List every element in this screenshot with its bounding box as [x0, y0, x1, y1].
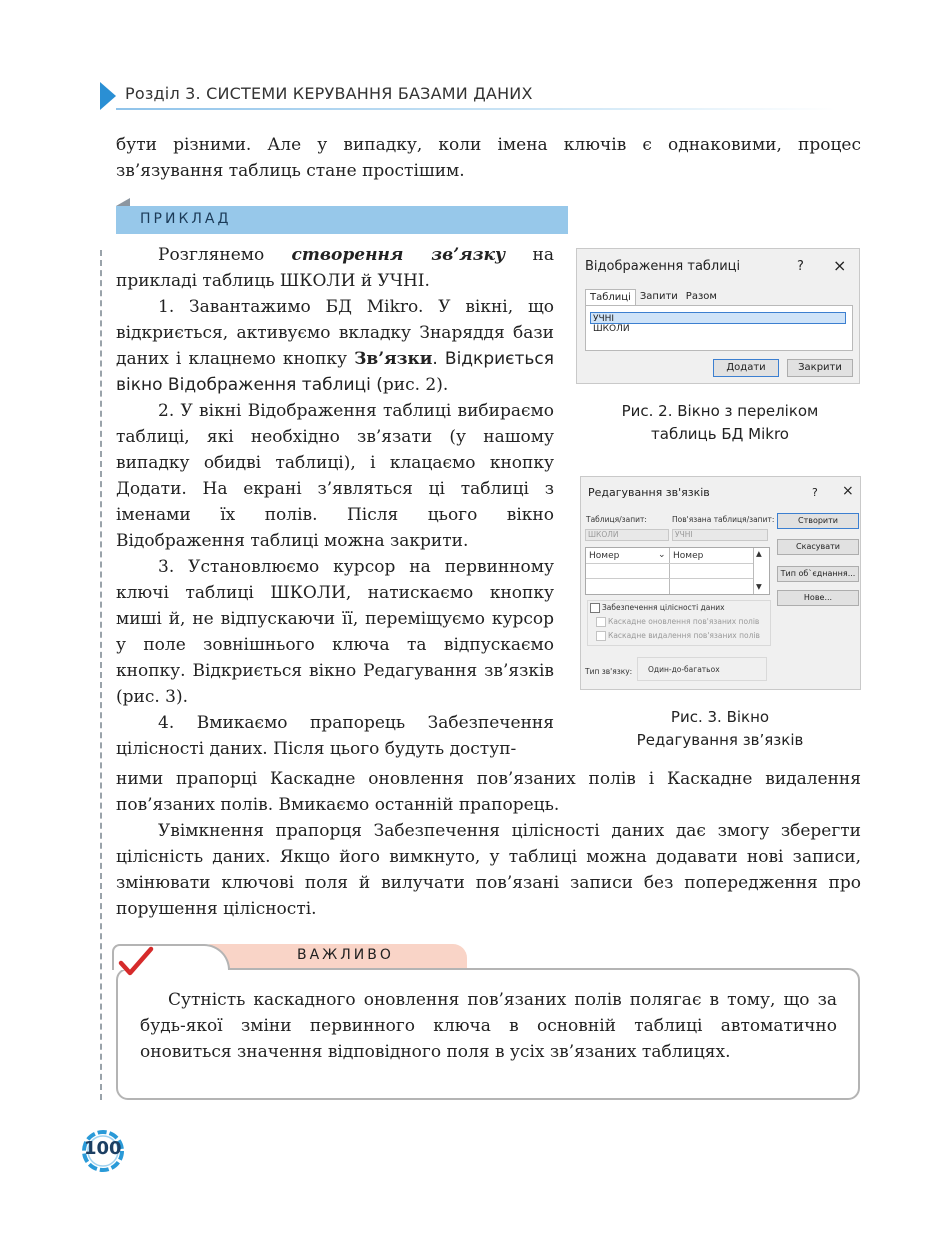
chapter-marker-icon [100, 82, 116, 110]
checkbox-icon [596, 617, 606, 627]
figure-2-caption: Рис. 2. Вікно з переліком таблиць БД Mikro [621, 402, 819, 443]
close-icon[interactable]: × [833, 256, 847, 275]
chapter-header [125, 84, 533, 103]
table-list [585, 305, 853, 351]
example-paragraph-6: Увімкнення прапорця Забезпечення цілісності даних дає змогу зберегти цілісність даних. Якщо його вимкнуто, у таблиці можна додавати нові записи, змінювати ключові поля й вилучати пов’язані записи без попередження про порушення цілісності. [116, 821, 861, 919]
list-item-selected[interactable]: УЧНІ [590, 312, 846, 324]
related-table-label: Пов'язана таблиця/запит: [672, 515, 775, 524]
field-left[interactable]: Номер [589, 551, 620, 561]
close-icon[interactable]: × [842, 483, 854, 499]
integrity-group [587, 600, 771, 646]
cascade-update-checkbox[interactable]: Каскадне оновлення пов'язаних полів [596, 617, 759, 627]
create-button[interactable]: Створити [777, 513, 859, 529]
close-button[interactable]: Закрити [787, 359, 853, 377]
important-label: ВАЖЛИВО [297, 947, 394, 963]
tab-queries[interactable]: Запити [639, 291, 678, 302]
example-paragraph-3: 2. У вікні Відображення таблиці вибираємо таблиці, які необхідно зв’язати (у нашому випадку обидві таблиці), і клацаємо кнопку Додати. На екрані з’являться ці таблиці з іменами їх полів. Після цього вікно Відображення таблиці можна закрити. [116, 401, 554, 551]
example-corner [116, 198, 130, 206]
example-paragraph-5-cont: ними прапорці Каскадне оновлення пов’язаних полів і Каскадне видалення пов’язаних полів. Вмикаємо останній прапорець. [116, 769, 861, 815]
important-text: Сутність каскадного оновлення пов’язаних полів полягає в тому, що за будь-якої зміни первинного ключа в основній таблиці автоматично оновиться значення відповідного поля в усіх зв’язаних таблицях. [140, 990, 837, 1062]
tab-both[interactable]: Разом [685, 291, 717, 302]
checkbox-icon [596, 631, 606, 641]
list-item[interactable]: ШКОЛИ [593, 324, 630, 334]
scroll-up-icon[interactable]: ▲ [756, 549, 762, 558]
join-type-button[interactable]: Тип об`єднання... [777, 566, 859, 582]
tab-tables[interactable]: Таблиці [585, 289, 636, 305]
new-button[interactable]: Нове... [777, 590, 859, 606]
help-icon[interactable]: ? [812, 486, 818, 499]
example-paragraph-5: 4. Вмикаємо прапорець Забезпечення цілісності даних. Після цього будуть доступ- [116, 713, 554, 759]
page-number: 100 [84, 1138, 122, 1159]
dialog-tabs [585, 289, 721, 305]
scroll-down-icon[interactable]: ▼ [756, 582, 762, 591]
intro-paragraph: бути різними. Але у випадку, коли імена ключів є однаковими, процес зв’язування таблиць стане простішим. [116, 135, 861, 181]
dialog-title: Редагування зв'язків [588, 486, 710, 499]
integrity-checkbox[interactable]: Забезпечення цілісності даних [590, 603, 725, 613]
grid-divider [669, 548, 670, 594]
example-dashed-rule [100, 250, 102, 1100]
cancel-button[interactable]: Скасувати [777, 539, 859, 555]
grid-row-line [586, 578, 753, 579]
checkmark-icon [118, 946, 154, 978]
cascade-delete-checkbox[interactable]: Каскадне видалення пов'язаних полів [596, 631, 760, 641]
example-full-column [116, 766, 861, 922]
figure-3-caption: Рис. 3. Вікно Редагування зв’язків [636, 708, 804, 749]
field-right[interactable]: Номер [673, 551, 704, 561]
example-label: ПРИКЛАД [140, 211, 232, 227]
dialog-title: Відображення таблиці [585, 259, 741, 274]
fields-grid [585, 547, 770, 595]
example-paragraph-1: Розглянемо створення зв’язку на прикладі таблиць ШКОЛИ й УЧНІ. [116, 245, 554, 291]
example-paragraph-4: 3. Установлюємо курсор на первинному ключі таблиці ШКОЛИ, натискаємо кнопку миші й, не відпускаючи її, переміщуємо курсор у поле зовнішнього ключа та відпускаємо кнопку. Відкриється вікно Редагування зв’язків (рис. 3). [116, 557, 554, 707]
help-icon[interactable]: ? [797, 259, 804, 274]
chapter-title: СИСТЕМИ КЕРУВАННЯ БАЗАМИ ДАНИХ [206, 84, 533, 103]
table-combo[interactable]: ШКОЛИ [585, 529, 669, 541]
add-button[interactable]: Додати [713, 359, 779, 377]
example-paragraph-2: 1. Завантажимо БД Mikro. У вікні, що відкриється, активуємо вкладку Знаряддя бази даних і клацнемо кнопку Зв’язки. Відкриється вікно Відображення таблиці (рис. 2). [116, 297, 554, 395]
related-table-combo[interactable]: УЧНІ [672, 529, 768, 541]
relationship-type-value: Один-до-багатьох [637, 657, 767, 681]
bold-term: Зв’язки [354, 349, 433, 369]
chevron-down-icon[interactable]: ⌄ [658, 550, 666, 560]
example-left-column [116, 242, 554, 762]
table-label: Таблиця/запит: [586, 515, 647, 524]
checkbox-icon [590, 603, 600, 613]
figure-3-dialog [580, 476, 861, 690]
relationship-type-label: Тип зв'язку: [585, 667, 633, 676]
scrollbar-track[interactable] [753, 548, 754, 594]
header-rule [116, 108, 836, 110]
grid-row-line [586, 563, 753, 564]
figure-2-dialog [576, 248, 860, 384]
emphasis-text: створення зв’язку [291, 245, 506, 265]
chapter-prefix: Розділ 3. [125, 84, 201, 103]
